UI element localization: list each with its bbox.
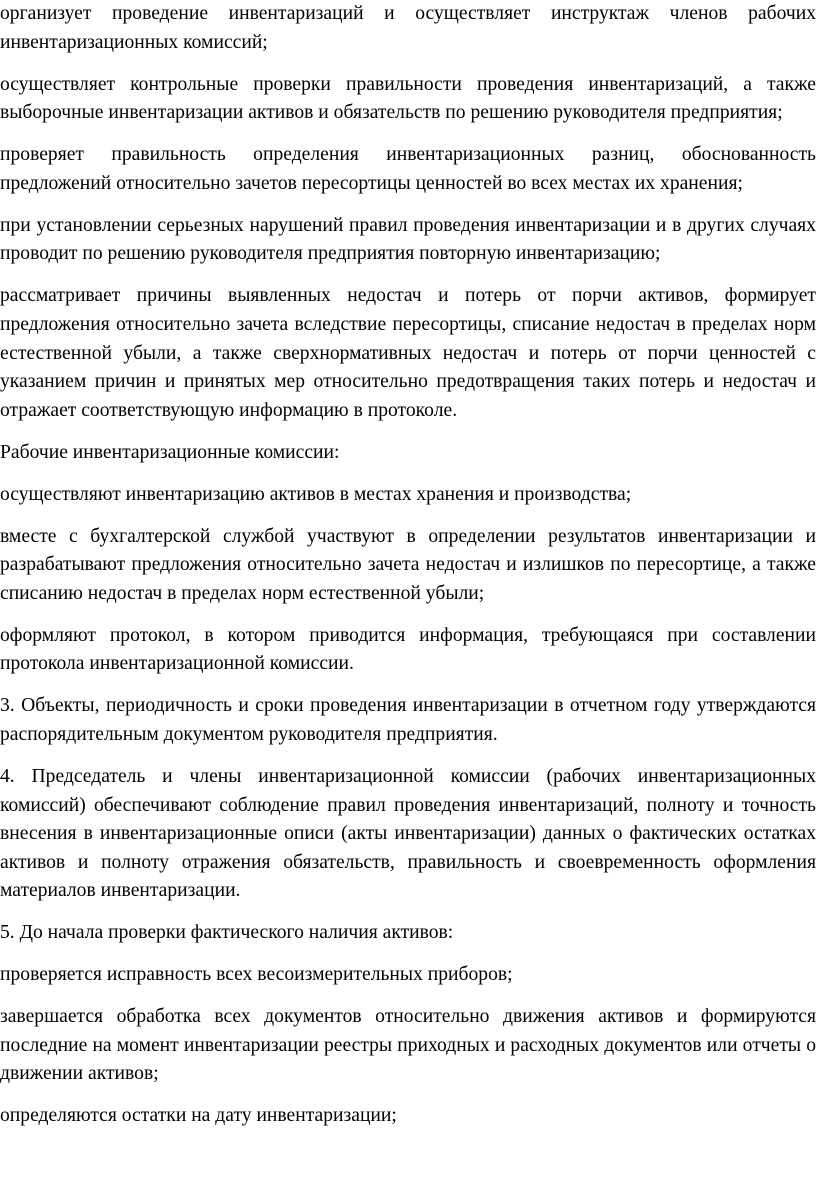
paragraph-working-commissions-heading: Рабочие инвентаризационные комиссии: <box>0 441 340 463</box>
paragraph-checks-differences: проверяет правильность определения инвентаризационных разниц, обоснованность предложений относительно зачетов пересортицы ценностей во всех местах их хранения; <box>0 144 816 194</box>
paragraph-item-4-chairman: 4. Председатель и члены инвентаризационной комиссии (рабочих инвентаризационных комиссий) обеспечивают соблюдение правил проведения инвентаризаций, полноту и точность внесения в инвентаризационные описи (акты инвентаризации) данных о фактических остатках активов и полноту отражения обязательств, правильность и своевременность оформления материалов инвентаризации. <box>0 765 816 902</box>
paragraph-balances-determined: определяются остатки на дату инвентаризации; <box>0 1105 397 1127</box>
paragraph-repeat-inventory: при установлении серьезных нарушений правил проведения инвентаризации и в других случаях проводит по решению руководителя предприятия повторную инвентаризацию; <box>0 214 816 265</box>
paragraph-draw-up-protocol: оформляют протокол, в котором приводится информация, требующаяся при составлении протокола инвентаризационной комиссии. <box>0 624 816 675</box>
paragraph-organizes-inventory: организует проведение инвентаризаций и осуществляет инструктаж членов рабочих инвентаризационных комиссий; <box>0 3 816 53</box>
paragraph-reviews-shortages: рассматривает причины выявленных недостач и потерь от порчи активов, формирует предложения относительно зачета вследствие пересортицы, списание недостач в пределах норм естественной убыли, а также сверхнормативных недостач и потерь от порчи ценностей с указанием причин и принятых мер относительно предотвращения таких потерь и недостач и отражает соответствующую информацию в протоколе. <box>0 285 816 421</box>
paragraph-with-accounting-service: вместе с бухгалтерской службой участвуют в определении результатов инвентаризации и разрабатывают предложения относительно зачета недостач и излишков по пересортице, а также списанию недостач в пределах норм естественной убыли; <box>0 525 816 604</box>
paragraph-item-3-objects: 3. Объекты, периодичность и сроки проведения инвентаризации в отчетном году утверждаются распорядительным документом руководителя предприятия. <box>0 695 816 745</box>
paragraph-documents-processed: завершается обработка всех документов относительно движения активов и формируются последние на момент инвентаризации реестры приходных и расходных документов или отчеты о движении активов; <box>0 1006 816 1085</box>
paragraph-inventory-in-storage: осуществляют инвентаризацию активов в местах хранения и производства; <box>0 483 632 505</box>
paragraph-control-checks: осуществляет контрольные проверки правильности проведения инвентаризаций, а также выборочные инвентаризации активов и обязательств по решению руководителя предприятия; <box>0 73 816 124</box>
paragraph-item-5-before-check: 5. До начала проверки фактического наличия активов: <box>0 922 454 944</box>
paragraph-scales-checked: проверяется исправность всех весоизмерительных приборов; <box>0 964 513 986</box>
